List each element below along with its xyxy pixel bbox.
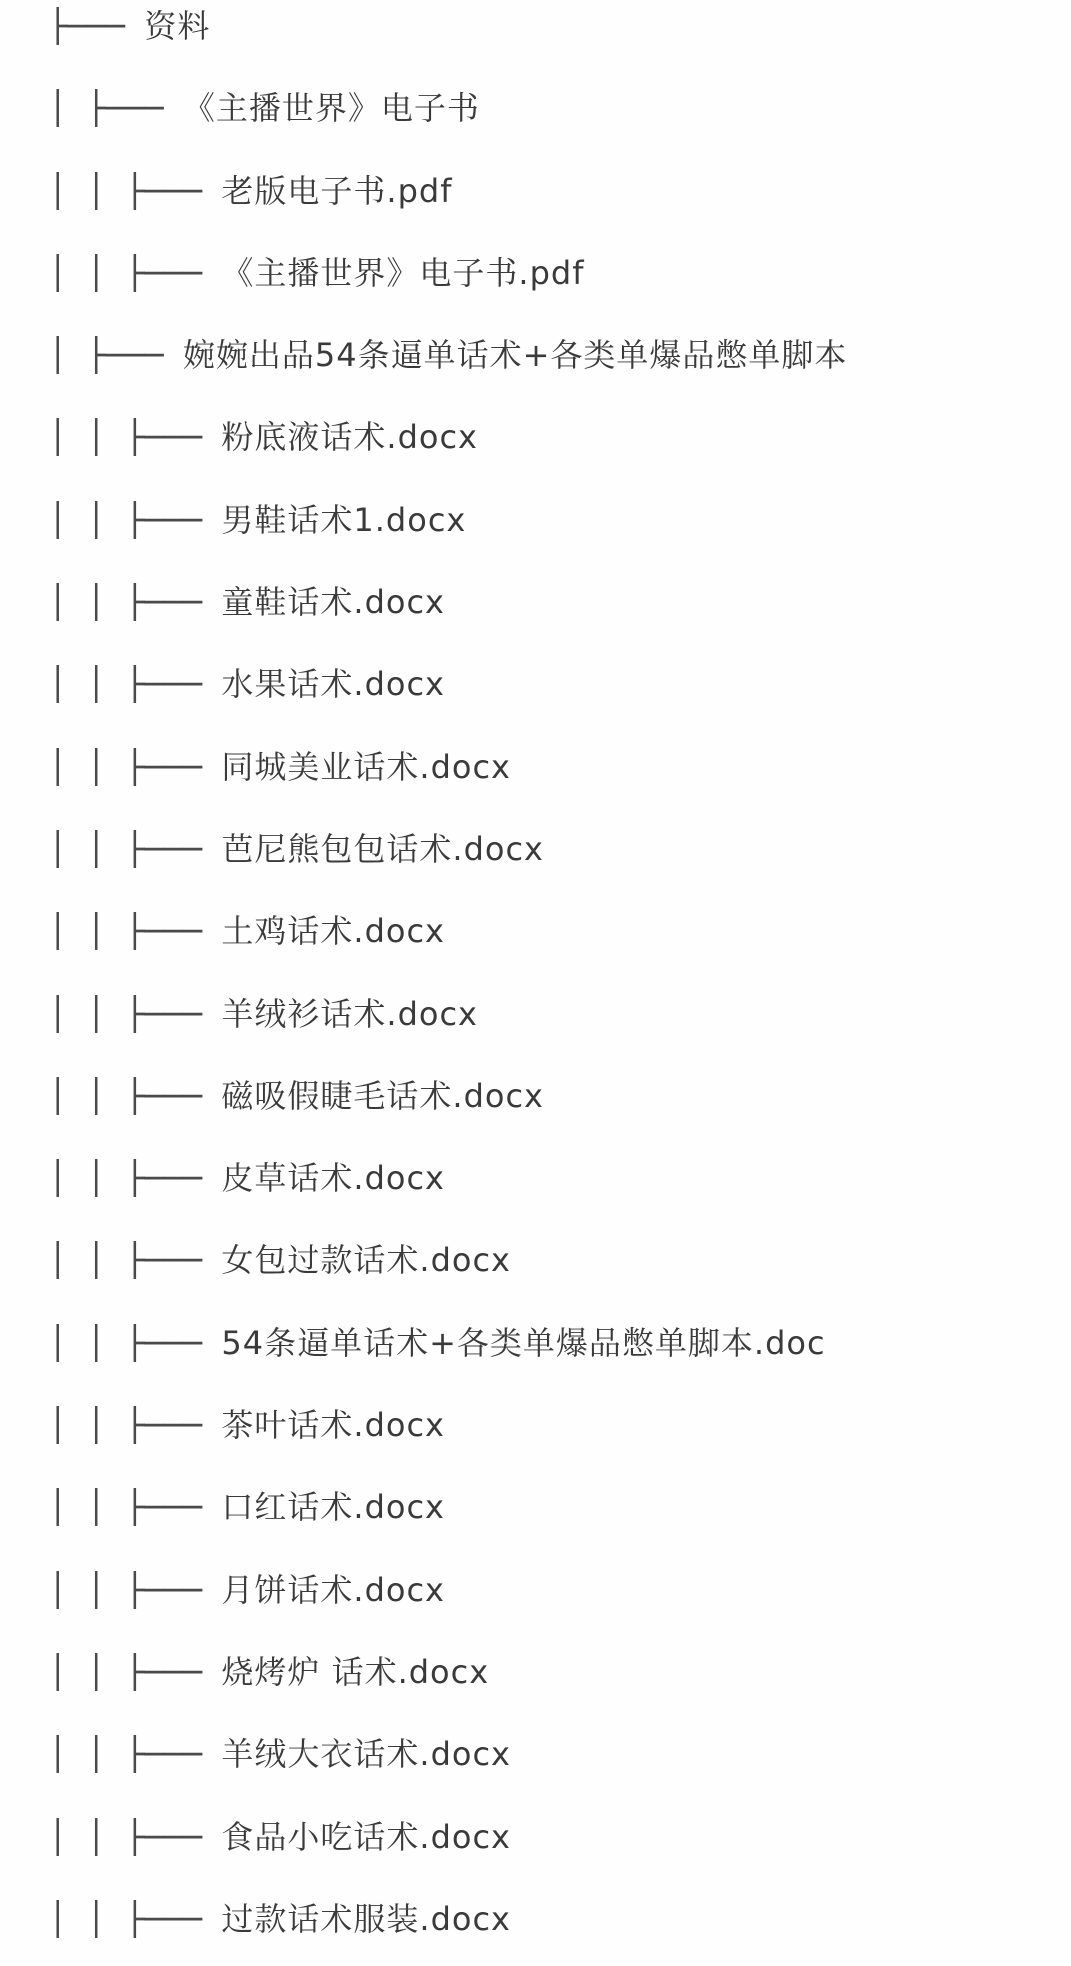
tree-branch-glyphs: │ │ ├─── [48, 1406, 222, 1445]
file-name: 男鞋话术1.docx [221, 500, 467, 539]
tree-branch-glyphs: │ │ ├─── [48, 418, 222, 457]
tree-row [48, 1055, 1071, 1137]
tree-branch-glyphs: │ │ ├─── [48, 1899, 222, 1938]
tree-branch-glyphs: │ ├─── [48, 336, 183, 375]
tree-branch-glyphs: │ │ ├─── [48, 1652, 222, 1691]
file-name: 羊绒大衣话术.docx [221, 1735, 511, 1774]
tree-row [48, 1466, 1071, 1548]
tree-branch-glyphs: │ │ ├─── [48, 171, 222, 210]
tree-row [48, 1384, 1071, 1466]
tree-row [48, 1302, 1071, 1384]
tree-row [48, 67, 1071, 149]
file-name: 月饼话术.docx [221, 1570, 445, 1609]
tree-branch-glyphs: │ │ ├─── [48, 1159, 222, 1198]
file-name: 羊绒衫话术.docx [221, 994, 478, 1033]
tree-row [48, 1137, 1071, 1219]
tree-row [48, 890, 1071, 972]
file-name: 口红话术.docx [221, 1488, 445, 1527]
file-name: 烧烤炉 话术.docx [221, 1652, 490, 1691]
file-name: 女包过款话术.docx [221, 1241, 511, 1280]
tree-row [48, 1713, 1071, 1795]
file-name: 皮草话术.docx [221, 1159, 445, 1198]
folder-name: 资料 [144, 7, 211, 45]
file-name: 磁吸假睫毛话术.docx [221, 1076, 544, 1115]
tree-row [48, 1631, 1071, 1713]
tree-branch-glyphs: │ │ ├─── [48, 665, 222, 704]
folder-name: 婉婉出品54条逼单话术+各类单爆品憋单脚本 [182, 336, 848, 375]
tree-branch-glyphs: │ │ ├─── [48, 994, 222, 1033]
tree-branch-glyphs: │ │ ├─── [48, 1241, 222, 1280]
tree-branch-glyphs: │ │ ├─── [48, 912, 222, 951]
file-name: 水果话术.docx [221, 665, 445, 704]
tree-branch-glyphs: │ │ ├─── [48, 747, 222, 786]
tree-row [48, 0, 1071, 67]
tree-row [48, 1219, 1071, 1301]
file-name: 《主播世界》电子书.pdf [221, 253, 585, 292]
tree-branch-glyphs: │ │ ├─── [48, 1817, 222, 1856]
tree-row [48, 1549, 1071, 1631]
tree-row [48, 973, 1071, 1055]
file-name: 同城美业话术.docx [221, 747, 511, 786]
tree-row [48, 479, 1071, 561]
tree-row [48, 643, 1071, 725]
tree-branch-glyphs: │ │ ├─── [48, 500, 222, 539]
tree-row [48, 232, 1071, 314]
tree-row [48, 561, 1071, 643]
tree-branch-glyphs: │ │ ├─── [48, 583, 222, 622]
file-name: 土鸡话术.docx [221, 912, 445, 951]
tree-branch-glyphs: │ │ ├─── [48, 1076, 222, 1115]
tree-row [48, 396, 1071, 478]
tree-row [48, 1796, 1071, 1878]
tree-branch-glyphs: │ │ ├─── [48, 829, 222, 868]
tree-row [48, 314, 1071, 396]
tree-row [48, 150, 1071, 232]
tree-branch-glyphs: │ │ ├─── [48, 1570, 222, 1609]
file-name: 54条逼单话术+各类单爆品憋单脚本.doc [221, 1323, 826, 1362]
tree-row [48, 1878, 1071, 1960]
tree-branch-glyphs: │ │ ├─── [48, 253, 222, 292]
tree-branch-glyphs: │ │ ├─── [48, 1323, 222, 1362]
folder-name: 《主播世界》电子书 [182, 89, 480, 128]
file-name: 过款话术服装.docx [221, 1899, 511, 1938]
tree-row [48, 808, 1071, 890]
tree-branch-glyphs: │ │ ├─── [48, 1488, 222, 1527]
file-name: 食品小吃话术.docx [221, 1817, 511, 1856]
file-name: 芭尼熊包包话术.docx [221, 829, 544, 868]
tree-branch-glyphs: │ ├─── [48, 89, 183, 128]
file-name: 茶叶话术.docx [221, 1406, 445, 1445]
tree-branch-glyphs: │ │ ├─── [48, 1735, 222, 1774]
file-name: 粉底液话术.docx [221, 418, 478, 457]
file-name: 童鞋话术.docx [221, 583, 445, 622]
tree-branch-glyphs: ├─── [48, 7, 145, 45]
file-name: 老版电子书.pdf [221, 171, 453, 210]
tree-row [48, 726, 1071, 808]
